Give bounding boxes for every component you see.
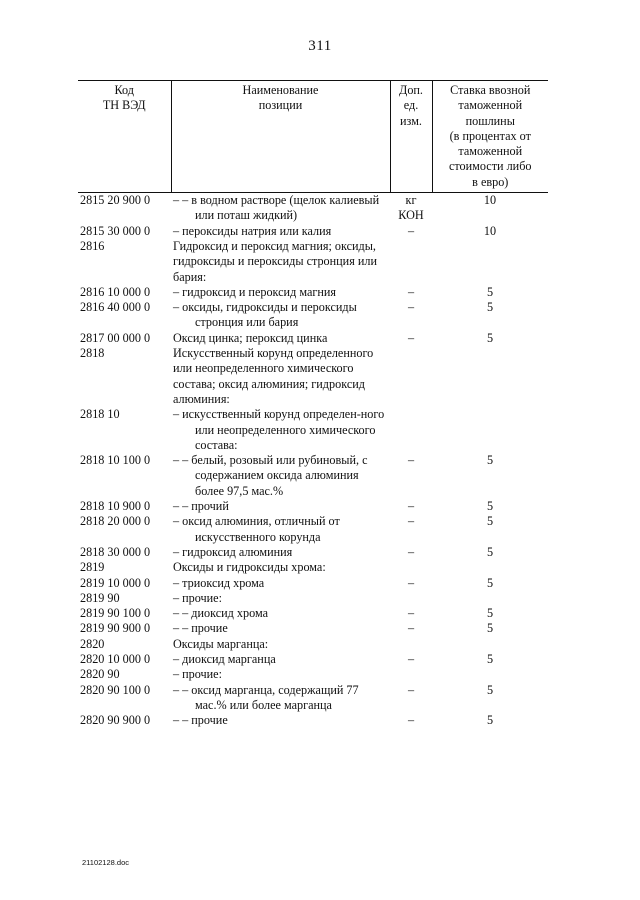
row-rate: 5	[486, 575, 494, 590]
row-code: 2818 20 000 0	[80, 514, 151, 529]
row-description	[171, 514, 390, 545]
row-description-text: Оксиды марганца:	[173, 636, 269, 651]
table-row	[78, 224, 548, 239]
row-rate: 5	[486, 453, 494, 468]
header-unit: Доп. ед. изм.	[390, 81, 432, 193]
row-description-text: Искусственный корунд определенного или неопределенного химического состава; оксид алюминия; гидроксид алюминия:	[173, 346, 374, 406]
row-code: 2816 10 000 0	[80, 284, 151, 299]
row-description	[171, 453, 390, 499]
row-description	[171, 683, 390, 714]
row-rate: 5	[486, 621, 494, 636]
row-description	[171, 239, 390, 285]
table-row	[78, 453, 548, 499]
row-description	[171, 652, 390, 667]
row-description-text: – – диоксид хрома	[173, 606, 268, 621]
table-row	[78, 667, 548, 682]
row-code: 2815 20 900 0	[80, 193, 151, 208]
tariff-table	[78, 80, 548, 728]
row-code: 2820 10 000 0	[80, 651, 151, 666]
row-description-text: – прочие:	[173, 590, 222, 605]
row-rate: 5	[486, 514, 494, 529]
row-description	[171, 407, 390, 453]
row-description	[171, 621, 390, 636]
header-name: Наименование позиции	[171, 81, 390, 193]
row-unit: –	[407, 284, 415, 299]
header-rate: Ставка ввозной таможенной пошлины (в процентах от таможенной стоимости либо в евро)	[432, 81, 548, 193]
row-description	[171, 224, 390, 239]
row-description	[171, 637, 390, 652]
row-description	[171, 560, 390, 575]
row-description-text: – оксид алюминия, отличный от искусственного корунда	[173, 514, 340, 544]
row-rate: 5	[486, 300, 494, 315]
row-rate: 5	[486, 499, 494, 514]
row-code: 2820 90	[80, 667, 120, 682]
row-description	[171, 193, 390, 224]
row-description	[171, 576, 390, 591]
row-code: 2820	[80, 636, 105, 651]
row-rate	[432, 667, 548, 682]
row-description	[171, 331, 390, 346]
table-row	[78, 331, 548, 346]
row-code: 2819 90 100 0	[80, 606, 151, 621]
row-description	[171, 606, 390, 621]
row-description	[171, 285, 390, 300]
row-code: 2820 90 100 0	[80, 682, 151, 697]
row-code: 2815 30 000 0	[80, 223, 151, 238]
row-code: 2817 00 000 0	[80, 330, 151, 345]
row-unit: –	[407, 713, 415, 728]
row-unit	[390, 637, 432, 652]
row-rate	[432, 407, 548, 453]
row-unit: –	[407, 499, 415, 514]
page-number: 311	[308, 38, 332, 54]
table-row	[78, 499, 548, 514]
table-row	[78, 407, 548, 453]
row-description	[171, 713, 390, 728]
table-row	[78, 576, 548, 591]
row-description-text: – диоксид марганца	[173, 651, 276, 666]
row-code: 2818 10 900 0	[80, 499, 151, 514]
row-rate: 5	[486, 713, 494, 728]
table-row	[78, 193, 548, 224]
row-unit	[390, 667, 432, 682]
row-description	[171, 545, 390, 560]
table-row	[78, 621, 548, 636]
row-unit	[390, 346, 432, 407]
row-rate	[432, 346, 548, 407]
row-description-text: Оксид цинка; пероксид цинка	[173, 330, 328, 345]
row-rate: 5	[486, 284, 494, 299]
row-unit: –	[407, 682, 415, 697]
row-description-text: – гидроксид алюминия	[173, 544, 293, 559]
row-code: 2819 90	[80, 590, 120, 605]
row-unit: –	[407, 575, 415, 590]
row-unit: –	[407, 651, 415, 666]
row-rate	[432, 239, 548, 285]
table-row	[78, 300, 548, 331]
row-description-text: – – белый, розовый или рубиновый, с содержанием оксида алюминия более 97,5 мас.%	[173, 453, 368, 498]
row-description	[171, 499, 390, 514]
table-row	[78, 346, 548, 407]
row-unit: –	[407, 300, 415, 315]
row-rate: 5	[486, 544, 494, 559]
row-description-text: – – оксид марганца, содержащий 77 мас.% или более марганца	[173, 682, 359, 712]
table-row	[78, 652, 548, 667]
row-rate	[432, 560, 548, 575]
row-description	[171, 591, 390, 606]
table-row	[78, 239, 548, 285]
row-description	[171, 667, 390, 682]
row-rate: 5	[486, 651, 494, 666]
row-unit: –	[407, 544, 415, 559]
table-row	[78, 514, 548, 545]
row-code: 2820 90 900 0	[80, 713, 151, 728]
table-header-row	[78, 81, 548, 193]
row-unit: –	[407, 606, 415, 621]
row-description-text: – – в водном растворе (щелок калиевый или поташ жидкий)	[173, 193, 380, 223]
table-row	[78, 637, 548, 652]
table-row	[78, 545, 548, 560]
table-row	[78, 683, 548, 714]
footer-filename: 21102128.doc	[82, 858, 129, 867]
row-rate: 10	[483, 223, 497, 238]
header-code: Код ТН ВЭД	[78, 81, 171, 193]
row-unit: –	[407, 330, 415, 345]
row-description	[171, 300, 390, 331]
row-rate: 5	[486, 330, 494, 345]
row-description-text: – гидроксид и пероксид магния	[173, 284, 337, 299]
row-unit	[390, 407, 432, 453]
table-row	[78, 713, 548, 728]
row-code: 2816	[80, 238, 105, 253]
row-description-text: – искусственный корунд определен-ного или неопределенного химического состава:	[173, 407, 385, 452]
row-unit	[390, 239, 432, 285]
row-unit: –	[407, 514, 415, 529]
row-code: 2819 10 000 0	[80, 575, 151, 590]
row-code: 2818 10 100 0	[80, 453, 151, 468]
row-description	[171, 346, 390, 407]
row-rate	[432, 637, 548, 652]
row-code: 2819 90 900 0	[80, 621, 151, 636]
row-unit: –	[407, 621, 415, 636]
row-unit: –	[407, 453, 415, 468]
row-code: 2818	[80, 346, 105, 361]
table-row	[78, 606, 548, 621]
row-description-text: – прочие:	[173, 667, 222, 682]
row-unit	[390, 560, 432, 575]
row-rate: 10	[483, 193, 497, 208]
row-description-text: – оксиды, гидроксиды и пероксиды стронция или бария	[173, 300, 357, 330]
row-description-text: – триоксид хрома	[173, 575, 265, 590]
row-rate: 5	[486, 682, 494, 697]
table-row	[78, 591, 548, 606]
row-description-text: – – прочий	[173, 499, 229, 514]
row-unit	[390, 591, 432, 606]
row-description-text: – пероксиды натрия или калия	[173, 223, 332, 238]
row-code: 2816 40 000 0	[80, 300, 151, 315]
row-code: 2818 10	[80, 407, 120, 422]
table-row	[78, 560, 548, 575]
row-unit: –	[407, 223, 415, 238]
row-code: 2818 30 000 0	[80, 544, 151, 559]
row-rate: 5	[486, 606, 494, 621]
row-description-text: Гидроксид и пероксид магния; оксиды, гидроксиды и пероксиды стронция или бария:	[173, 238, 377, 284]
table-row	[78, 285, 548, 300]
row-description-text: – – прочие	[173, 621, 228, 636]
row-rate	[432, 591, 548, 606]
row-description-text: Оксиды и гидроксиды хрома:	[173, 560, 326, 575]
row-description-text: – – прочие	[173, 713, 228, 728]
row-unit: кг КОН	[398, 193, 424, 223]
row-code: 2819	[80, 560, 105, 575]
